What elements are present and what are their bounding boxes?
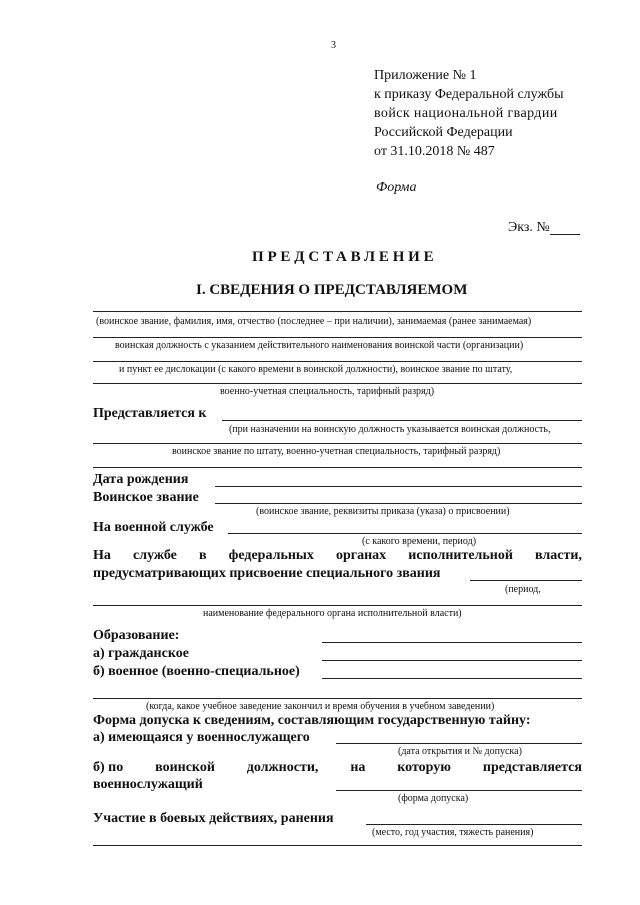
- military-rank-label: Воинское звание: [93, 490, 199, 505]
- clearance-b-word: на: [350, 760, 366, 775]
- fill-line[interactable]: [93, 698, 582, 699]
- fed-service-line[interactable]: [470, 580, 582, 581]
- presented-to-line[interactable]: [222, 420, 582, 421]
- fill-line[interactable]: [93, 443, 582, 444]
- appendix-line: Приложение № 1: [374, 68, 477, 83]
- edu-military-label: б) военное (военно-специальное): [93, 664, 300, 679]
- fed-service-word: органах: [335, 548, 387, 563]
- fed-service-line1: [93, 548, 582, 564]
- education-line[interactable]: [322, 642, 582, 643]
- edu-civil-label: а) гражданское: [93, 646, 189, 661]
- fill-line[interactable]: [93, 337, 582, 338]
- appendix-line: к приказу Федеральной службы: [374, 87, 564, 102]
- form-label: Форма: [376, 180, 417, 195]
- field-caption: воинская должность с указанием действительного наименования воинской части (организации): [115, 340, 524, 351]
- appendix-block: [374, 66, 563, 161]
- in-service-line[interactable]: [228, 533, 582, 534]
- clearance-b-line[interactable]: [336, 790, 582, 791]
- copy-number-label: Экз. №: [508, 220, 550, 235]
- in-service-label: На военной службе: [93, 520, 214, 535]
- combat-label: Участие в боевых действиях, ранения: [93, 811, 334, 826]
- fed-service-word: власти,: [535, 548, 582, 563]
- presented-to-label: Представляется к: [93, 406, 207, 421]
- combat-line[interactable]: [366, 824, 582, 825]
- clearance-b-word: должности,: [246, 760, 319, 775]
- military-rank-line[interactable]: [215, 503, 582, 504]
- clearance-b-word: которую: [397, 760, 451, 775]
- appendix-line: Российской Федерации: [374, 125, 513, 140]
- copy-number-line[interactable]: [550, 234, 580, 235]
- clearance-b-word: представляется: [482, 760, 582, 775]
- fed-service-word: в: [199, 548, 207, 563]
- appendix-line: от 31.10.2018 № 487: [374, 144, 495, 159]
- appendix-line: войск национальной гвардии: [374, 106, 558, 121]
- edu-civil-line[interactable]: [322, 660, 582, 661]
- field-caption: (период,: [505, 584, 541, 595]
- field-caption: наименование федерального органа исполнительной власти): [203, 608, 462, 619]
- field-caption: (при назначении на воинскую должность указывается воинская должность,: [229, 424, 551, 435]
- fill-line[interactable]: [93, 605, 582, 606]
- fed-service-word: службе: [133, 548, 177, 563]
- edu-military-line[interactable]: [322, 678, 582, 679]
- fill-line[interactable]: [93, 361, 582, 362]
- fill-line[interactable]: [93, 845, 582, 846]
- field-caption: (дата открытия и № допуска): [398, 746, 522, 757]
- fed-service-word: На: [93, 548, 111, 563]
- birth-date-line[interactable]: [215, 486, 582, 487]
- field-caption: (форма допуска): [398, 793, 469, 804]
- clearance-a-label: а) имеющаяся у военнослужащего: [93, 730, 310, 745]
- birth-date-label: Дата рождения: [93, 472, 189, 487]
- field-caption: (воинское звание, реквизиты приказа (указа) о присвоении): [256, 506, 510, 517]
- field-caption: (воинское звание, фамилия, имя, отчество (последнее – при наличии), занимаемая (ранее занимаемая): [96, 316, 532, 327]
- fill-line[interactable]: [93, 467, 582, 468]
- field-caption: и пункт ее дислокации (с какого времени в воинской должности), воинское звание по штату,: [119, 364, 513, 375]
- field-caption: (место, год участия, тяжесть ранения): [372, 827, 534, 838]
- document-title: ПРЕДСТАВЛЕНИЕ: [252, 249, 438, 265]
- clearance-title: Форма допуска к сведениям, составляющим государственную тайну:: [93, 713, 531, 728]
- page-number: 3: [331, 40, 336, 51]
- fill-line[interactable]: [93, 311, 582, 312]
- clearance-b2-label: военнослужащий: [93, 777, 203, 792]
- fed-service-word: исполнительной: [408, 548, 513, 563]
- education-label: Образование:: [93, 628, 180, 643]
- fill-line[interactable]: [93, 383, 582, 384]
- fed-service-word: федеральных: [228, 548, 314, 563]
- field-caption: военно-учетная специальность, тарифный разряд): [220, 386, 435, 397]
- clearance-a-line[interactable]: [336, 743, 582, 744]
- clearance-b-word: воинской: [155, 760, 215, 775]
- fed-service-line2: предусматривающих присвоение специального звания: [93, 566, 441, 581]
- clearance-b-line1: [93, 760, 582, 776]
- field-caption: воинское звание по штату, военно-учетная специальность, тарифный разряд): [172, 446, 501, 457]
- field-caption: (когда, какое учебное заведение закончил и время обучения в учебном заведении): [146, 701, 495, 712]
- field-caption: (с какого времени, период): [362, 536, 477, 547]
- section-title: I. СВЕДЕНИЯ О ПРЕДСТАВЛЯЕМОМ: [196, 282, 468, 298]
- clearance-b-word: б) по: [93, 760, 124, 775]
